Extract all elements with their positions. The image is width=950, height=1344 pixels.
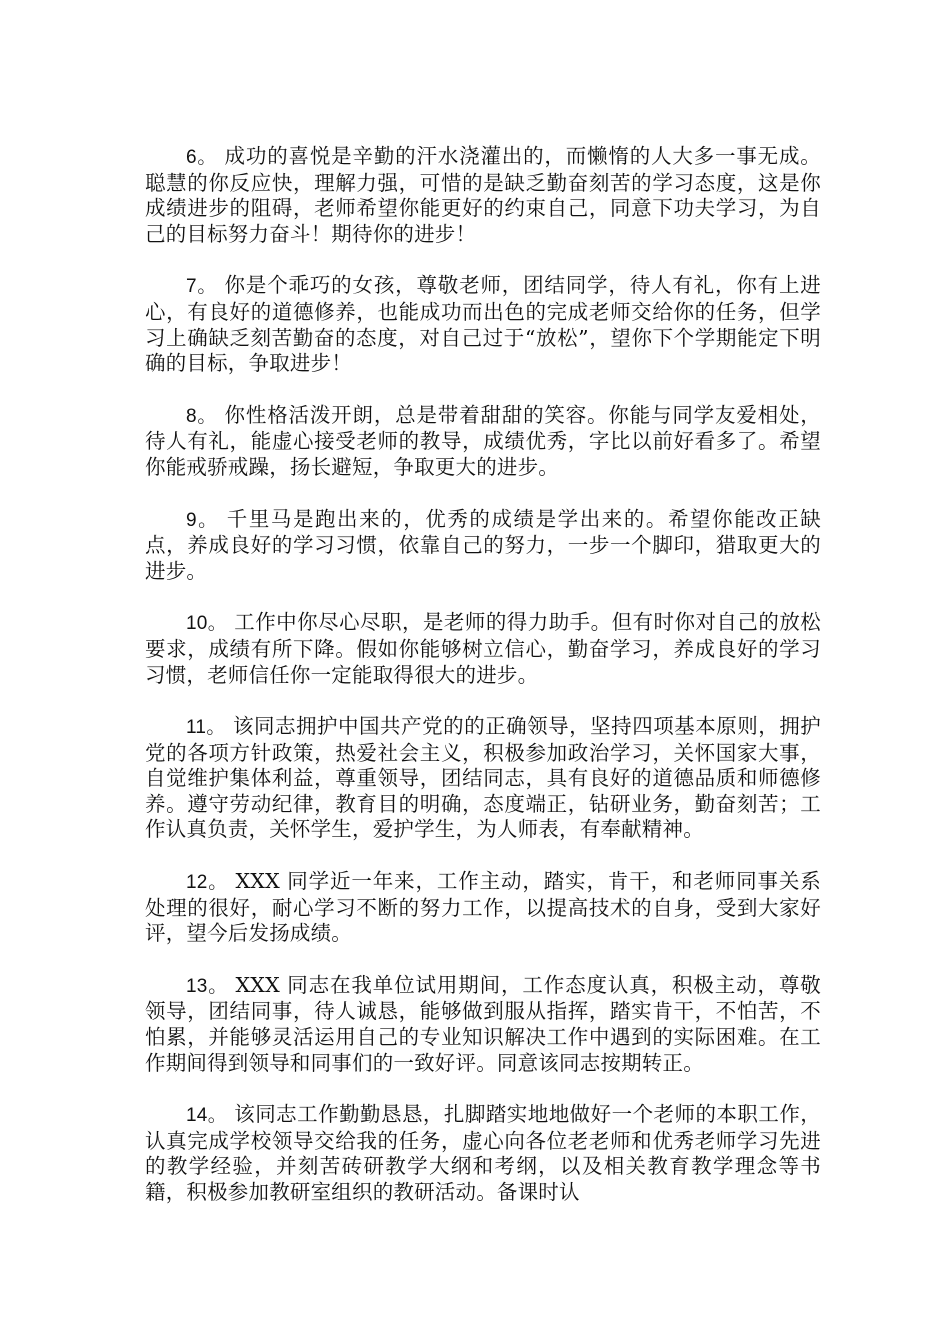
paragraph-text: 你是个乖巧的女孩，尊敬老师，团结同学，待人有礼，你有上进心，有良好的道德修养，也能成功而出色的完成老师交给你的任务，但学习上确缺乏刻苦勤奋的态度，对自己过于“放松”，望你下个学期能定下明确的目标，争取进步！ bbox=[145, 273, 821, 376]
paragraph-text: 工作中你尽心尽职，是老师的得力助手。但有时你对自己的放松要求，成绩有所下降。假如你能够树立信心，勤奋学习，养成良好的学习习惯，老师信任你一定能取得很大的进步。 bbox=[145, 610, 821, 687]
paragraph-number: 13。 bbox=[186, 975, 229, 997]
paragraph-text: 成功的喜悦是辛勤的汗水浇灌出的，而懒惰的人大多一事无成。聪慧的你反应快，理解力强，可惜的是缺乏勤奋刻苦的学习态度，这是你成绩进步的阻碍，老师希望你能更好的约束自己，同意下功夫学习，为自己的目标努力奋斗！期待你的进步！ bbox=[145, 144, 821, 246]
paragraph-text: XXX 同学近一年来，工作主动，踏实，肯干，和老师同事关系处理的很好，耐心学习不断的努力工作，以提高技术的自身，受到大家好评，望今后发扬成绩。 bbox=[145, 869, 821, 946]
paragraph-10 bbox=[145, 610, 821, 688]
paragraph-text: 该同志拥护中国共产党的的正确领导，坚持四项基本原则，拥护党的各项方针政策，热爱社会主义，积极参加政治学习，关怀国家大事，自觉维护集体利益，尊重领导，团结同志，具有良好的道德品质和师德修养。遵守劳动纪律，教育目的明确，态度端正，钻研业务，勤奋刻苦；工作认真负责，关怀学生，爱护学生，为人师表，有奉献精神。 bbox=[145, 714, 821, 842]
paragraph-text: XXX 同志在我单位试用期间，工作态度认真，积极主动，尊敬领导，团结同事，待人诚恳，能够做到服从指挥，踏实肯干，不怕苦，不怕累，并能够灵活运用自己的专业知识解决工作中遇到的实际困难。在工作期间得到领导和同事们的一致好评。同意该同志按期转正。 bbox=[145, 972, 821, 1075]
paragraph-9 bbox=[145, 507, 821, 585]
paragraph-13 bbox=[145, 973, 821, 1076]
paragraph-number: 11。 bbox=[186, 717, 226, 739]
document-body bbox=[145, 144, 821, 1232]
paragraph-6 bbox=[145, 144, 821, 247]
paragraph-11 bbox=[145, 714, 821, 843]
paragraph-14 bbox=[145, 1102, 821, 1205]
paragraph-number: 8。 bbox=[186, 405, 218, 427]
paragraph-text: 该同志工作勤勤恳恳，扎脚踏实地地做好一个老师的本职工作，认真完成学校领导交给我的任务，虚心向各位老老师和优秀老师学习先进的教学经验，并刻苦砖研教学大纲和考纲，以及相关教育教学理念等书籍，积极参加教研室组织的教研活动。备课时认 bbox=[145, 1102, 821, 1204]
paragraph-number: 10。 bbox=[186, 613, 228, 635]
paragraph-text: 你性格活泼开朗，总是带着甜甜的笑容。你能与同学友爱相处，待人有礼，能虚心接受老师的教导，成绩优秀，字比以前好看多了。希望你能戒骄戒躁，扬长避短，争取更大的进步。 bbox=[145, 402, 821, 479]
paragraph-number: 7。 bbox=[186, 276, 218, 298]
paragraph-text: 千里马是跑出来的，优秀的成绩是学出来的。希望你能改正缺点，养成良好的学习习惯，依靠自己的努力，一步一个脚印，猎取更大的进步。 bbox=[145, 506, 821, 583]
paragraph-7 bbox=[145, 273, 821, 376]
paragraph-number: 12。 bbox=[186, 872, 229, 894]
paragraph-number: 6。 bbox=[186, 147, 218, 168]
paragraph-12 bbox=[145, 869, 821, 947]
paragraph-number: 14。 bbox=[186, 1105, 228, 1127]
paragraph-number: 9。 bbox=[186, 509, 219, 531]
paragraph-8 bbox=[145, 403, 821, 481]
